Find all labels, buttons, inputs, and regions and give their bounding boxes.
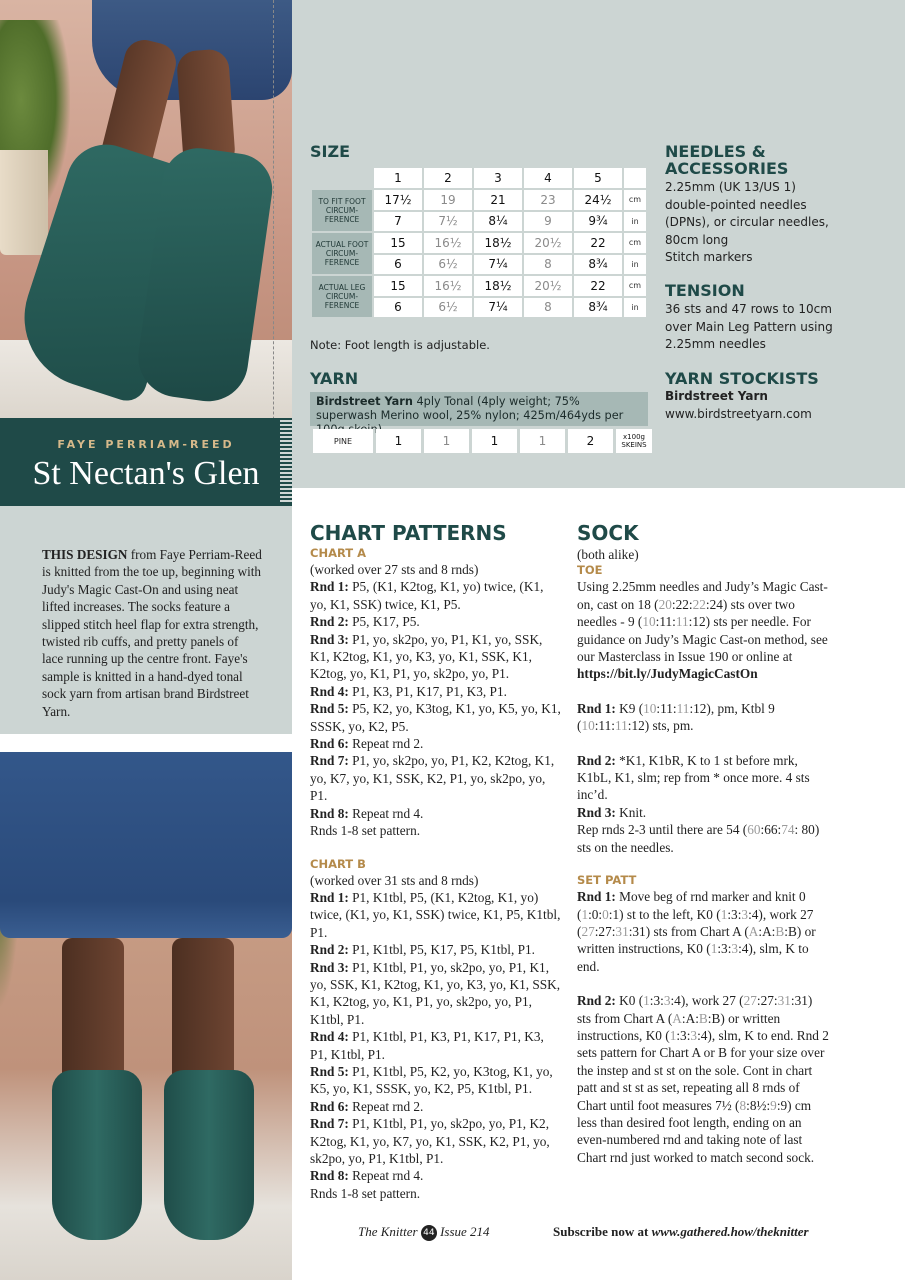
- chart-b-intro: (worked over 31 sts and 8 rnds): [310, 872, 479, 888]
- toe-heading: TOE: [577, 563, 603, 578]
- table-cell: 1: [472, 429, 517, 453]
- size-heading: SIZE: [310, 142, 351, 161]
- table-cell: 15: [374, 276, 422, 296]
- chart-a-round: Rnd 3: P1, yo, sk2po, yo, P1, K1, yo, SSK, K1, K2tog, K1, yo, K3, yo, K1, SSK, K1, K2tog, yo, K1, P1, yo, sk2po, yo, P1.: [310, 631, 543, 682]
- needles-heading-line: ACCESSORIES: [665, 159, 789, 178]
- table-cell: 1: [520, 429, 565, 453]
- chart-b-round: Rnd 2: P1, K1tbl, P5, K17, P5, K1tbl, P1.: [310, 942, 535, 958]
- chart-b-round: Rnd 6: Repeat rnd 2.: [310, 1098, 424, 1114]
- chart-a-round: Rnd 4: P1, K3, P1, K17, P1, K3, P1.: [310, 683, 507, 699]
- table-cell: 7½: [424, 212, 472, 232]
- size-col: 3: [474, 168, 522, 188]
- size-row-label: ACTUAL LEG CIRCUM-FERENCE: [312, 276, 372, 317]
- needles-line: 2.25mm (UK 13/US 1): [665, 180, 796, 194]
- chart-a-title: CHART A: [310, 546, 367, 560]
- chart-a-intro: (worked over 27 sts and 8 rnds): [310, 562, 479, 577]
- stockist-url[interactable]: www.birdstreetyarn.com: [665, 406, 812, 421]
- size-note: Note: Foot length is adjustable.: [310, 338, 490, 352]
- unit-cell: in: [624, 255, 646, 275]
- table-cell: 6: [374, 255, 422, 275]
- table-cell: 8¾: [574, 255, 622, 275]
- table-cell: 16½: [424, 276, 472, 296]
- chart-b-outro: Rnds 1-8 set pattern.: [310, 1185, 421, 1201]
- yarn-brand: Birdstreet Yarn: [316, 395, 413, 408]
- table-cell: 23: [524, 190, 572, 210]
- size-col: 4: [524, 168, 572, 188]
- unit-cell: x100g SKEINS: [616, 429, 652, 453]
- chart-b-title: CHART B: [310, 856, 366, 871]
- intro-body: from Faye Perriam-Reed is knitted from the toe up, beginning with Judy's Magic Cast-On and using neat lifted increases. The socks feature a slipped stitch heel flap for extra strength, twisted rib cuffs, and pretty panels of lace running up the centre front. Faye's sample is knitted in a hand-dyed tonal sock yarn from artisan brand Birdstreet Yarn.: [42, 547, 262, 719]
- toe-round: Rnd 2: *K1, K1bR, K to 1 st before mrk, K1bL, K1, slm; rep from * once more. 4 sts inc’d.: [577, 752, 810, 803]
- chart-a-outro: Rnds 1-8 set pattern.: [310, 823, 421, 839]
- sock-heading: SOCK: [577, 521, 639, 545]
- table-cell: 18½: [474, 233, 522, 253]
- needles-line: Stitch markers: [665, 250, 753, 264]
- sock-both-alike: (both alike): [577, 547, 639, 562]
- table-cell: 6½: [424, 255, 472, 275]
- needles-heading: [665, 143, 788, 177]
- chart-a-round: Rnd 7: P1, yo, sk2po, yo, P1, K2, K2tog, K1, yo, K7, yo, K1, SSK, K2, P1, yo, sk2po, yo, P1.: [310, 753, 555, 804]
- chart-a-round: Rnd 6: Repeat rnd 2.: [310, 736, 424, 752]
- unit-cell: in: [624, 212, 646, 232]
- stockists-text: [665, 388, 812, 423]
- title-block: [0, 418, 292, 506]
- chart-b-round: Rnd 1: P1, K1tbl, P5, (K1, K2tog, K1, yo) twice, (K1, yo, K1, SSK) twice, K1, P5, K1tbl, P1.: [310, 889, 561, 940]
- footer-magazine: The Knitter: [358, 1224, 418, 1239]
- yarn-heading: YARN: [310, 369, 359, 388]
- size-col: 1: [374, 168, 422, 188]
- table-cell: 18½: [474, 276, 522, 296]
- size-table: [310, 166, 648, 319]
- chart-b-round: Rnd 4: P1, K1tbl, P1, K3, P1, K17, P1, K3, P1, K1tbl, P1.: [310, 1029, 544, 1062]
- table-cell: 8¾: [574, 298, 622, 318]
- subscribe-prefix: Subscribe now at: [553, 1224, 652, 1239]
- table-cell: 22: [574, 276, 622, 296]
- chart-patterns-column: [310, 522, 562, 1202]
- table-cell: 7: [374, 212, 422, 232]
- yarn-detail: 4ply Tonal (4ply weight; 75% superwash Merino wool, 25% nylon; 425m/464yds per: [316, 395, 624, 422]
- tension-heading: TENSION: [665, 281, 745, 300]
- chart-a-round: Rnd 5: P5, K2, yo, K3tog, K1, yo, K5, yo, K1, SSSK, yo, K2, P5.: [310, 701, 561, 734]
- footer-issue-number: Issue 214: [440, 1224, 490, 1239]
- needles-heading-line: NEEDLES &: [665, 142, 766, 161]
- unit-cell: cm: [624, 276, 646, 296]
- pattern-title: St Nectan's Glen: [32, 455, 260, 492]
- intro-text: [0, 506, 292, 734]
- table-cell: 16½: [424, 233, 472, 253]
- designer-name: FAYE PERRIAM-REED: [57, 438, 235, 451]
- table-cell: 6: [374, 298, 422, 318]
- top-sock-photo: [0, 0, 292, 418]
- toe-repeat: Rep rnds 2-3 until there are 54 (60:66:74: 80) sts on the needles.: [577, 822, 820, 855]
- set-patt-round: Rnd 2: K0 (1:3:3:4), work 27 (27:27:31:31) sts from Chart A (A:A:B:B) or written instructions, K0 (1:3:3:4), slm, K to end. Rnd 2 sets pattern for Chart A or B for your size over the instep and st st on the sole. Cont in chart patt and st st as set, repeating all 8 rnds of Chart until foot measures 7½ (8:8½:9:9) cm less than desired foot length, ending on an even-numbered rnd and taking note of last Chart rnd just worked to match second sock.: [577, 993, 829, 1165]
- chart-patterns-heading: CHART PATTERNS: [310, 521, 507, 545]
- tension-line: 2.25mm needles: [665, 337, 766, 351]
- toe-round: Rnd 3: Knit.: [577, 804, 647, 820]
- chart-a-round: Rnd 2: P5, K17, P5.: [310, 614, 420, 630]
- yarn-description: [310, 392, 648, 426]
- size-col: 5: [574, 168, 622, 188]
- table-cell: 9: [524, 212, 572, 232]
- needles-line: (DPNs), or circular needles,: [665, 215, 829, 229]
- unit-cell: cm: [624, 233, 646, 253]
- table-cell: 21: [474, 190, 522, 210]
- table-cell: 1: [424, 429, 469, 453]
- footer-subscribe: [553, 1224, 809, 1240]
- table-cell: 20½: [524, 276, 572, 296]
- table-cell: 9¾: [574, 212, 622, 232]
- unit-cell: cm: [624, 190, 646, 210]
- needles-line: double-pointed needles: [665, 197, 807, 212]
- table-cell: 2: [568, 429, 613, 453]
- chart-b-round: Rnd 8: Repeat rnd 4.: [310, 1168, 424, 1184]
- subscribe-link[interactable]: www.gathered.how/theknitter: [651, 1224, 809, 1239]
- stockists-heading: YARN STOCKISTS: [665, 369, 819, 388]
- chart-b-round: Rnd 7: P1, K1tbl, P1, yo, sk2po, yo, P1, K2, K2tog, K1, yo, K7, yo, K1, SSK, K2, P1, yo, sk2po, yo, P1, K1tbl, P1.: [310, 1116, 550, 1166]
- needles-list: [665, 179, 829, 267]
- table-cell: 8¼: [474, 212, 522, 232]
- sock-column: [577, 522, 829, 1166]
- table-cell: 7¼: [474, 298, 522, 318]
- table-cell: 17½: [374, 190, 422, 210]
- tension-text: [665, 301, 833, 354]
- table-cell: 20½: [524, 233, 572, 253]
- stockist-name: Birdstreet Yarn: [665, 389, 768, 403]
- chart-a-round: Rnd 8: Repeat rnd 4.: [310, 805, 424, 821]
- intro-lead: THIS DESIGN: [42, 547, 128, 562]
- table-cell: 8: [524, 298, 572, 318]
- table-cell: 6½: [424, 298, 472, 318]
- footer-issue: [358, 1224, 490, 1241]
- table-cell: 24½: [574, 190, 622, 210]
- yarn-shade: PINE: [313, 429, 373, 453]
- table-cell: 1: [376, 429, 421, 453]
- size-col: 2: [424, 168, 472, 188]
- chart-b-round: Rnd 5: P1, K1tbl, P5, K2, yo, K3tog, K1, yo, K5, yo, K1, SSSK, yo, K2, P5, K1tbl, P1.: [310, 1063, 553, 1097]
- toe-instructions: Using 2.25mm needles and Judy’s Magic Cast-on, cast on 18 (20:22:22:24) sts over two needles - 9 (10:11:11:12) sts per needle. For guidance on Judy’s Magic Cast-on method, see our Masterclass in Issue 190 or online at https://bit.ly/JudyMagicCastOn: [577, 579, 828, 682]
- zigzag-edge: [280, 420, 292, 504]
- chart-a-round: Rnd 1: P5, (K1, K2tog, K1, yo) twice, (K1, yo, K1, SSK) twice, K1, P5.: [310, 579, 544, 612]
- toe-round: Rnd 1: K9 (10:11:11:12), pm, Ktbl 9 (10:11:11:12) sts, pm.: [577, 700, 775, 734]
- table-cell: 8: [524, 255, 572, 275]
- needles-line: 80cm long: [665, 232, 729, 247]
- unit-cell: in: [624, 298, 646, 318]
- tension-line: 36 sts and 47 rows to 10cm: [665, 302, 832, 316]
- page-number: 44: [421, 1225, 437, 1241]
- table-cell: 19: [424, 190, 472, 210]
- size-row-label: ACTUAL FOOT CIRCUM-FERENCE: [312, 233, 372, 274]
- table-cell: 22: [574, 233, 622, 253]
- table-cell: 15: [374, 233, 422, 253]
- table-cell: 7¼: [474, 255, 522, 275]
- set-patt-heading: SET PATT: [577, 873, 637, 888]
- size-row-label: TO FIT FOOT CIRCUM-FERENCE: [312, 190, 372, 231]
- tension-line: over Main Leg Pattern using: [665, 319, 833, 334]
- yarn-table: [310, 429, 655, 453]
- bottom-sock-photo: [0, 752, 292, 1280]
- chart-b-round: Rnd 3: P1, K1tbl, P1, yo, sk2po, yo, P1, K1, yo, SSK, K1, K2tog, K1, yo, K3, yo, K1, SSK, K1, K2tog, yo, K1, P1, yo, sk2po, yo, P1, K1tbl, P1.: [310, 959, 561, 1027]
- set-patt-round: Rnd 1: Move beg of rnd marker and knit 0 (1:0:0:1) st to the left, K0 (1:3:3:4), work 27 (27:27:31:31) sts from Chart A (A:A:B:B) or written instructions, K0 (1:3:3:4), slm, K to end.: [577, 889, 816, 974]
